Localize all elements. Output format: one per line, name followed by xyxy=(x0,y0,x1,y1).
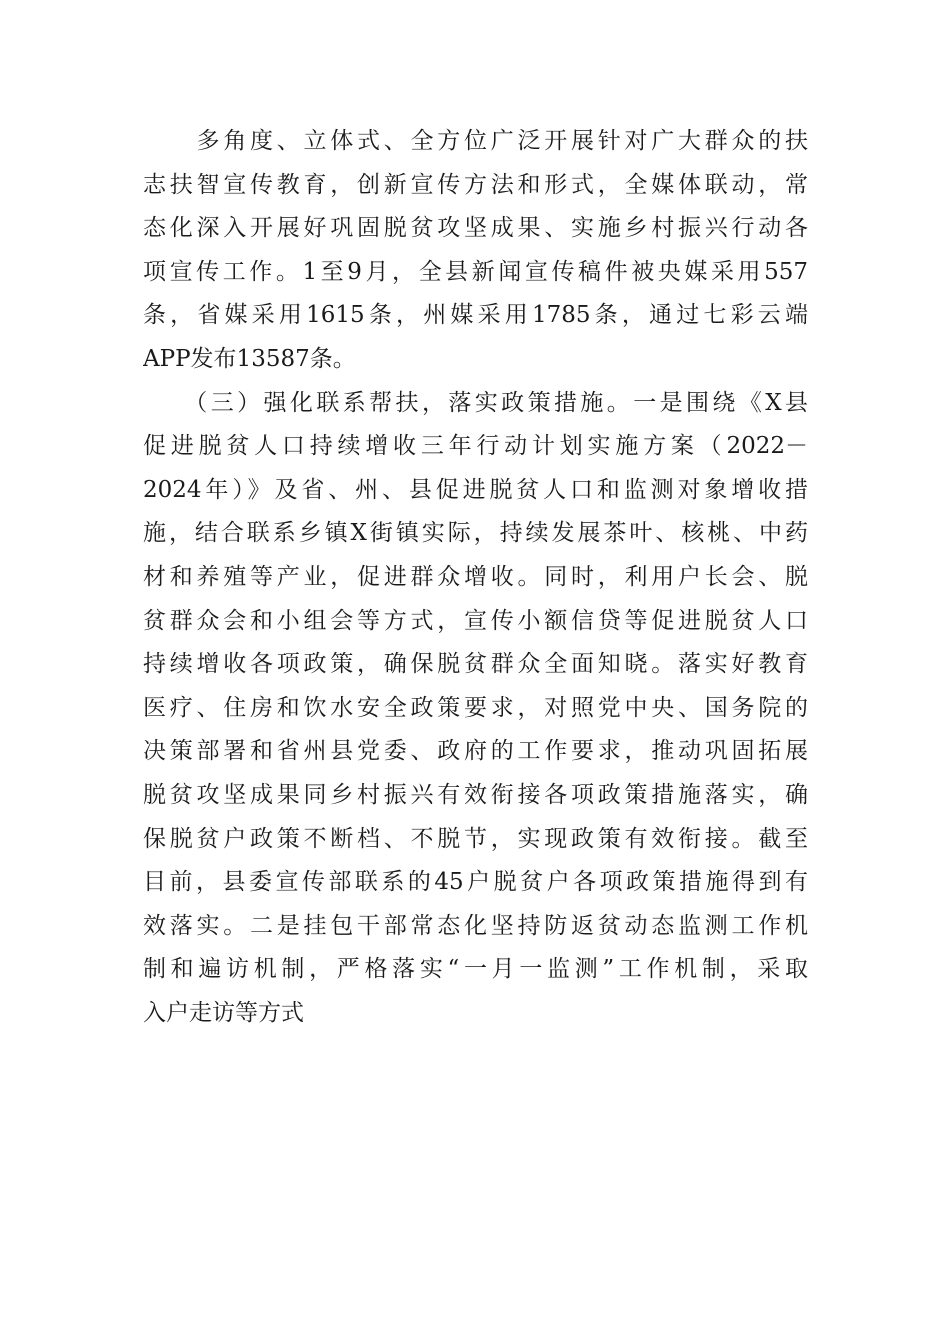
text-line: 效落实。二是挂包干部常态化坚持防返贫动态监测工作机 xyxy=(143,912,808,939)
text-line: 多角度、立体式、全方位广泛开展针对广大群众的扶 xyxy=(143,128,808,154)
text-line: 材和养殖等产业，促进群众增收。同时，利用户长会、脱 xyxy=(143,563,808,590)
text-line: 志扶智宣传教育，创新宣传方法和形式，全媒体联动，常 xyxy=(143,171,808,198)
text-line: APP发布13587条。 xyxy=(143,345,356,372)
text-line: 态化深入开展好巩固脱贫攻坚成果、实施乡村振兴行动各 xyxy=(143,215,808,242)
text-line: 决策部署和省州县党委、政府的工作要求，推动巩固拓展 xyxy=(143,738,808,765)
body-text xyxy=(143,120,808,1035)
text-line: 入户走访等方式 xyxy=(143,999,304,1026)
text-line: 保脱贫户政策不断档、不脱节，实现政策有效衔接。截至 xyxy=(143,825,808,852)
text-line: 医疗、住房和饮水安全政策要求，对照党中央、国务院的 xyxy=(143,694,808,721)
text-line: 施，结合联系乡镇X街镇实际，持续发展茶叶、核桃、中药 xyxy=(143,520,808,547)
text-line: （三）强化联系帮扶，落实政策措施。一是围绕《X县 xyxy=(143,389,808,416)
text-line: 项宣传工作。1至9月，全县新闻宣传稿件被央媒采用557 xyxy=(143,258,808,285)
text-line: 2024年）》及省、州、县促进脱贫人口和监测对象增收措 xyxy=(143,476,808,503)
text-line: 条，省媒采用1615条，州媒采用1785条，通过七彩云端 xyxy=(143,302,808,329)
text-line: 脱贫攻坚成果同乡村振兴有效衔接各项政策措施落实，确 xyxy=(143,781,808,808)
text-line: 制和遍访机制，严格落实“一月一监测”工作机制，采取 xyxy=(143,956,808,983)
text-line: 目前，县委宣传部联系的45户脱贫户各项政策措施得到有 xyxy=(143,869,808,896)
text-line: 促进脱贫人口持续增收三年行动计划实施方案（2022－ xyxy=(143,433,808,460)
text-line: 持续增收各项政策，确保脱贫群众全面知晓。落实好教育 xyxy=(143,651,808,678)
text-line: 贫群众会和小组会等方式，宣传小额信贷等促进脱贫人口 xyxy=(143,607,808,634)
